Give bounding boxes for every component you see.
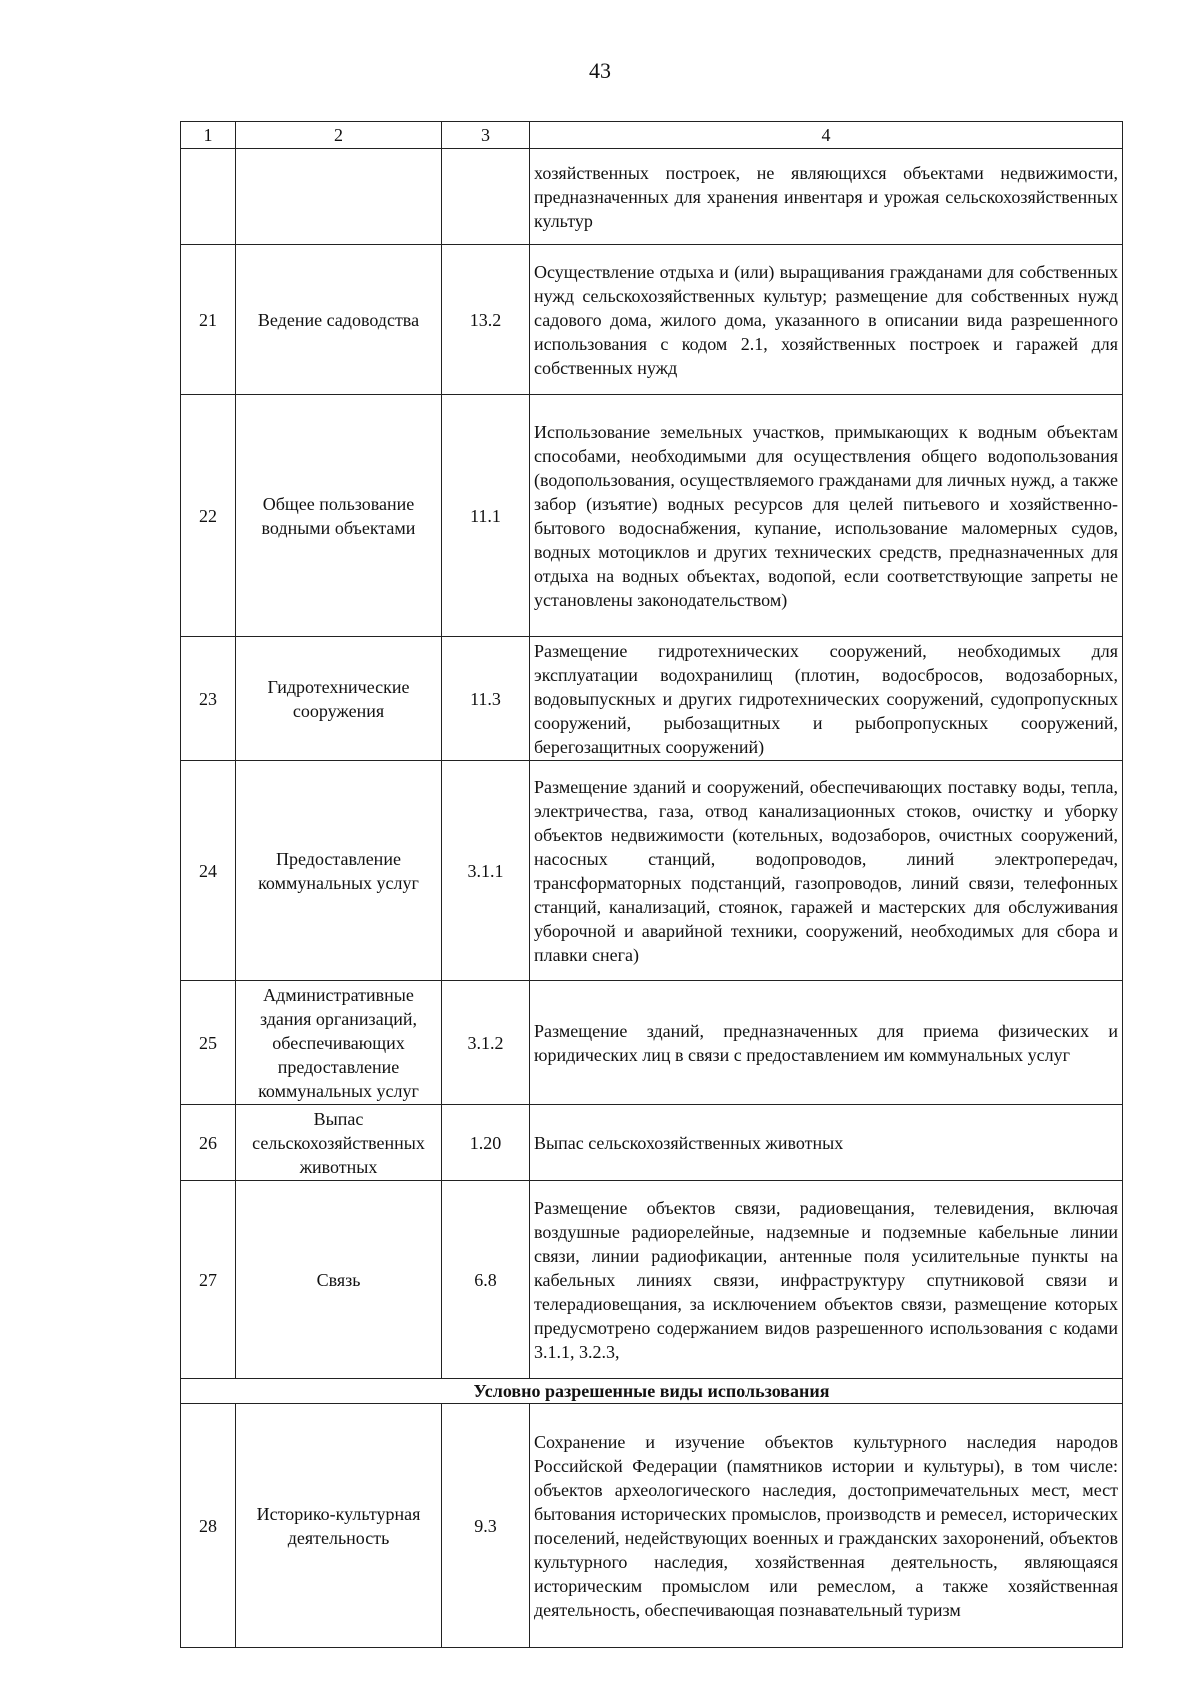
use-name: Связь (236, 1181, 442, 1379)
use-code: 11.1 (442, 395, 530, 637)
row-number: 21 (181, 245, 236, 395)
use-name: Выпас сельскохозяйственных животных (236, 1105, 442, 1181)
section-row (181, 1379, 1123, 1404)
row-number: 28 (181, 1404, 236, 1648)
use-name: Предоставление коммунальных услуг (236, 761, 442, 981)
header-col-1: 1 (181, 122, 236, 149)
use-name: Историко-культурная деятельность (236, 1404, 442, 1648)
use-description: Размещение объектов связи, радиовещания, телевидения, включая воздушные радиорелейные, надземные и подземные кабельные линии связи, линии радиофикации, антенные поля усилительные пункты на кабельных линиях связи, инфраструктуру спутниковой связи и телерадиовещания, за исключением объектов связи, размещение которых предусмотрено содержанием видов разрешенного использования с кодами 3.1.1, 3.2.3, (530, 1181, 1123, 1379)
use-name: Административные здания организаций, обеспечивающих предоставление коммунальных услуг (236, 981, 442, 1105)
use-code: 3.1.2 (442, 981, 530, 1105)
table-row (181, 637, 1123, 761)
use-description: Выпас сельскохозяйственных животных (530, 1105, 1123, 1181)
table-row (181, 1181, 1123, 1379)
table-row (181, 1105, 1123, 1181)
row-number: 23 (181, 637, 236, 761)
table-row (181, 761, 1123, 981)
header-col-4: 4 (530, 122, 1123, 149)
table-row (181, 1404, 1123, 1648)
table-row (181, 395, 1123, 637)
row-number: 25 (181, 981, 236, 1105)
use-description: Осуществление отдыха и (или) выращивания гражданами для собственных нужд сельскохозяйственных культур; размещение для собственных нужд садового дома, жилого дома, указанного в описании вида разрешенного использования с кодом 2.1, хозяйственных построек и гаражей для собственных нужд (530, 245, 1123, 395)
land-use-table (180, 121, 1123, 1648)
use-code: 6.8 (442, 1181, 530, 1379)
continuation-row (181, 149, 1123, 245)
row-number: 26 (181, 1105, 236, 1181)
header-col-2: 2 (236, 122, 442, 149)
page-number: 43 (589, 58, 611, 83)
row-number: 27 (181, 1181, 236, 1379)
header-row (181, 122, 1123, 149)
continuation-description: хозяйственных построек, не являющихся объектами недвижимости, предназначенных для хранения инвентаря и урожая сельскохозяйственных культур (530, 149, 1123, 245)
table-row (181, 245, 1123, 395)
use-name: Ведение садоводства (236, 245, 442, 395)
row-number: 24 (181, 761, 236, 981)
use-description: Сохранение и изучение объектов культурного наследия народов Российской Федерации (памятников истории и культуры), в том числе: объектов археологического наследия, достопримечательных мест, мест бытования исторических промыслов, производств и ремесел, исторических поселений, недействующих военных и гражданских захоронений, объектов культурного наследия, хозяйственная деятельность, являющаяся историческим промыслом или ремеслом, а также хозяйственная деятельность, обеспечивающая познавательный туризм (530, 1404, 1123, 1648)
use-code: 3.1.1 (442, 761, 530, 981)
use-description: Размещение зданий и сооружений, обеспечивающих поставку воды, тепла, электричества, газа, отвод канализационных стоков, очистку и уборку объектов недвижимости (котельных, водозаборов, очистных сооружений, насосных станций, водопроводов, линий электропередач, трансформаторных подстанций, газопроводов, линий связи, телефонных станций, канализаций, стоянок, гаражей и мастерских для обслуживания уборочной и аварийной техники, сооружений, необходимых для сбора и плавки снега) (530, 761, 1123, 981)
use-name: Гидротехнические сооружения (236, 637, 442, 761)
row-number: 22 (181, 395, 236, 637)
use-code: 13.2 (442, 245, 530, 395)
use-code: 1.20 (442, 1105, 530, 1181)
use-code: 11.3 (442, 637, 530, 761)
use-description: Использование земельных участков, примыкающих к водным объектам способами, необходимыми для осуществления общего водопользования (водопользования, осуществляемого гражданами для личных нужд, а также забор (изъятие) водных ресурсов для целей питьевого и хозяйственно-бытового водоснабжения, купание, использование маломерных судов, водных мотоциклов и других технических средств, предназначенных для отдыха на водных объектах, водопой, если соответствующие запреты не установлены законодательством) (530, 395, 1123, 637)
table-row (181, 981, 1123, 1105)
use-name: Общее пользование водными объектами (236, 395, 442, 637)
use-code: 9.3 (442, 1404, 530, 1648)
use-description: Размещение гидротехнических сооружений, необходимых для эксплуатации водохранилищ (плотин, водосбросов, водозаборных, водовыпускных и других гидротехнических сооружений, судопропускных сооружений, рыбозащитных и рыбопропускных сооружений, берегозащитных сооружений) (530, 637, 1123, 761)
header-col-3: 3 (442, 122, 530, 149)
section-title: Условно разрешенные виды использования (181, 1379, 1123, 1404)
use-description: Размещение зданий, предназначенных для приема физических и юридических лиц в связи с предоставлением им коммунальных услуг (530, 981, 1123, 1105)
